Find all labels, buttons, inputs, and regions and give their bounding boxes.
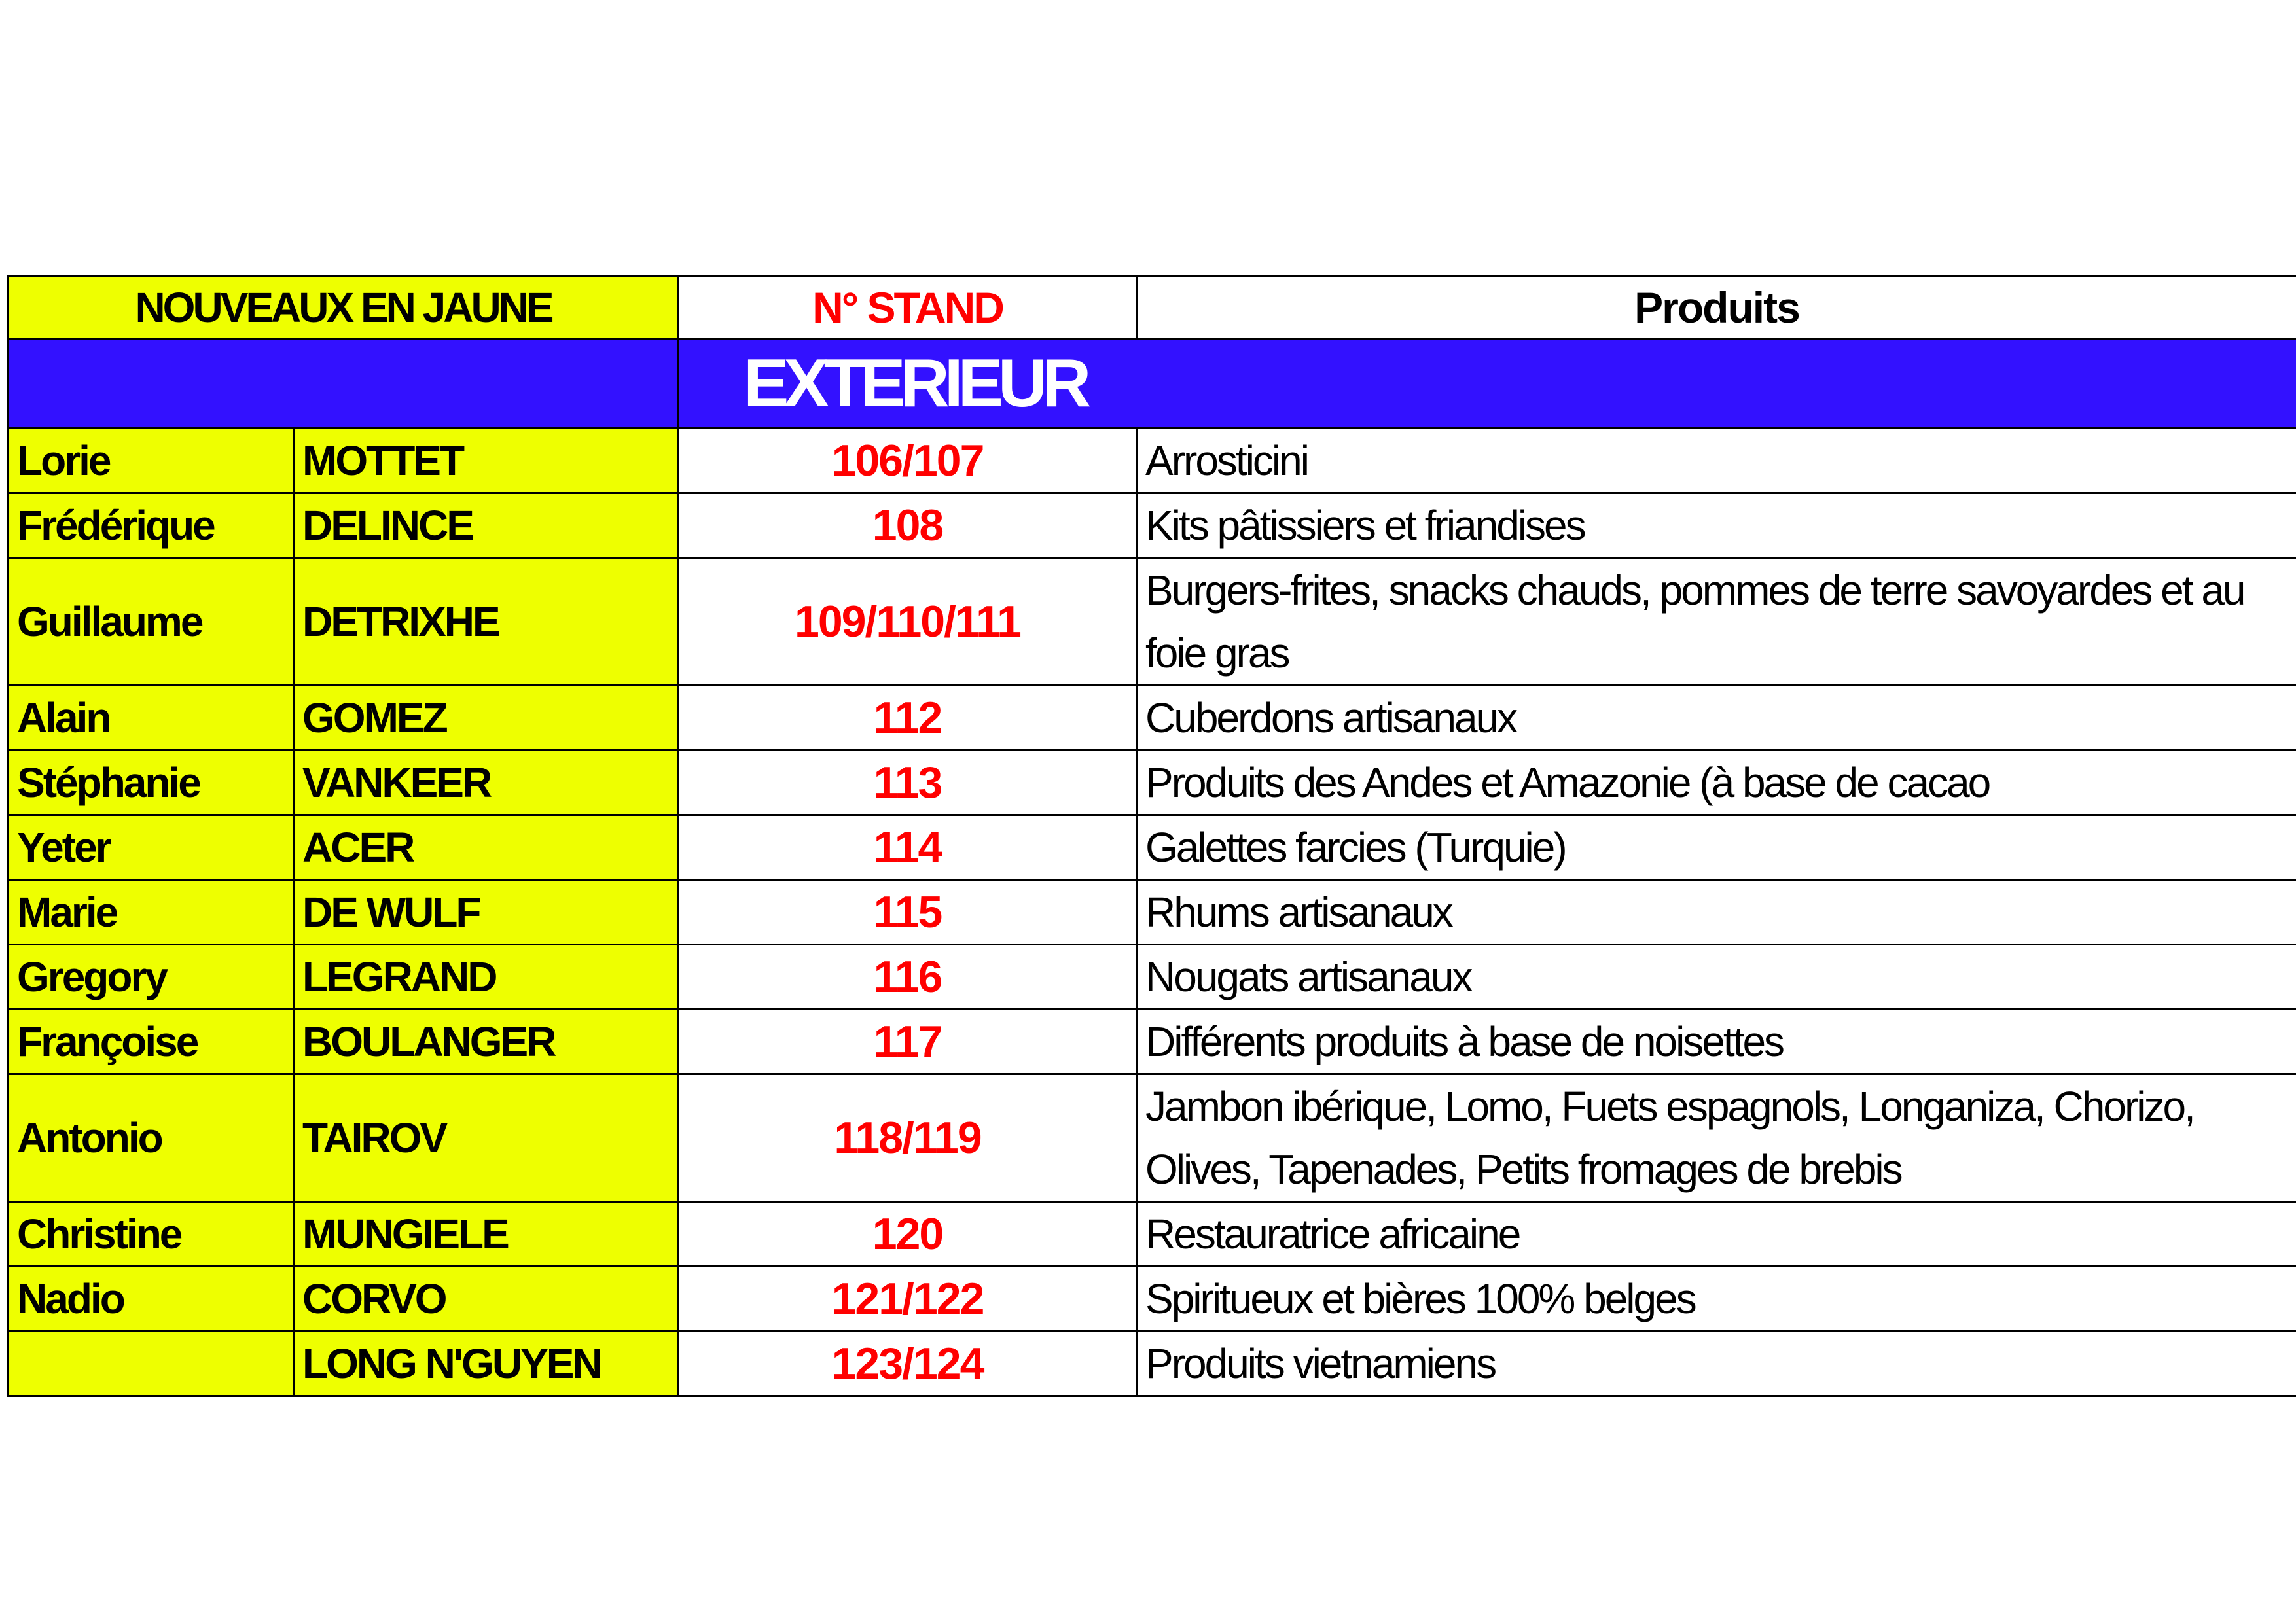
last-name-cell: DETRIXHE — [294, 558, 679, 686]
products-cell: Restauratrice africaine — [1137, 1202, 2296, 1267]
table-row — [9, 880, 2296, 945]
table-row — [9, 429, 2296, 493]
header-products: Produits — [1137, 277, 2296, 339]
products-cell: Produits vietnamiens — [1137, 1332, 2296, 1396]
first-name-cell: Yeter — [9, 815, 294, 880]
first-name-cell: Guillaume — [9, 558, 294, 686]
stand-number-cell: 113 — [679, 750, 1137, 815]
stand-number-cell: 118/119 — [679, 1074, 1137, 1202]
first-name-cell: Christine — [9, 1202, 294, 1267]
last-name-cell: VANKEER — [294, 750, 679, 815]
products-cell: Spiritueux et bières 100% belges — [1137, 1267, 2296, 1332]
exhibitor-rows — [9, 429, 2296, 1396]
table-row — [9, 686, 2296, 750]
stand-number-cell: 121/122 — [679, 1267, 1137, 1332]
table-row — [9, 945, 2296, 1010]
section-row — [9, 339, 2296, 429]
first-name-cell: Frédérique — [9, 493, 294, 558]
products-cell: Arrosticini — [1137, 429, 2296, 493]
products-cell: Nougats artisanaux — [1137, 945, 2296, 1010]
first-name-cell: Gregory — [9, 945, 294, 1010]
header-legend: NOUVEAUX EN JAUNE — [9, 277, 679, 339]
last-name-cell: MOTTET — [294, 429, 679, 493]
first-name-cell: Françoise — [9, 1010, 294, 1074]
stand-number-cell: 109/110/111 — [679, 558, 1137, 686]
stand-number-cell: 117 — [679, 1010, 1137, 1074]
first-name-cell: Alain — [9, 686, 294, 750]
products-cell: Différents produits à base de noisettes — [1137, 1010, 2296, 1074]
table-row — [9, 1074, 2296, 1202]
first-name-cell: Lorie — [9, 429, 294, 493]
first-name-cell: Stéphanie — [9, 750, 294, 815]
products-cell: Cuberdons artisanaux — [1137, 686, 2296, 750]
table-row — [9, 1202, 2296, 1267]
stand-number-cell: 108 — [679, 493, 1137, 558]
stand-number-cell: 106/107 — [679, 429, 1137, 493]
table-row — [9, 1267, 2296, 1332]
table-row — [9, 815, 2296, 880]
products-cell: Kits pâtissiers et friandises — [1137, 493, 2296, 558]
stand-number-cell: 114 — [679, 815, 1137, 880]
table-row — [9, 558, 2296, 686]
last-name-cell: MUNGIELE — [294, 1202, 679, 1267]
header-row — [9, 277, 2296, 339]
last-name-cell: LEGRAND — [294, 945, 679, 1010]
first-name-cell: Marie — [9, 880, 294, 945]
last-name-cell: GOMEZ — [294, 686, 679, 750]
stand-number-cell: 120 — [679, 1202, 1137, 1267]
last-name-cell: TAIROV — [294, 1074, 679, 1202]
stand-number-cell: 112 — [679, 686, 1137, 750]
products-cell: Produits des Andes et Amazonie (à base de cacao — [1137, 750, 2296, 815]
products-cell: Galettes farcies (Turquie) — [1137, 815, 2296, 880]
first-name-cell: Antonio — [9, 1074, 294, 1202]
first-name-cell: Nadio — [9, 1267, 294, 1332]
section-band-left — [9, 339, 679, 429]
first-name-cell — [9, 1332, 294, 1396]
exhibitor-table — [7, 275, 2296, 1397]
section-title: EXTERIEUR — [679, 339, 2296, 429]
last-name-cell: ACER — [294, 815, 679, 880]
stand-number-cell: 116 — [679, 945, 1137, 1010]
table-row — [9, 750, 2296, 815]
header-stand: N° STAND — [679, 277, 1137, 339]
table-row — [9, 493, 2296, 558]
last-name-cell: LONG N'GUYEN — [294, 1332, 679, 1396]
table-row — [9, 1332, 2296, 1396]
last-name-cell: BOULANGER — [294, 1010, 679, 1074]
stand-number-cell: 123/124 — [679, 1332, 1137, 1396]
products-cell: Jambon ibérique, Lomo, Fuets espagnols, Longaniza, Chorizo, Olives, Tapenades, Petits fromages de brebis — [1137, 1074, 2296, 1202]
last-name-cell: DELINCE — [294, 493, 679, 558]
products-cell: Burgers-frites, snacks chauds, pommes de terre savoyardes et au foie gras — [1137, 558, 2296, 686]
last-name-cell: CORVO — [294, 1267, 679, 1332]
products-cell: Rhums artisanaux — [1137, 880, 2296, 945]
last-name-cell: DE WULF — [294, 880, 679, 945]
stand-number-cell: 115 — [679, 880, 1137, 945]
table-row — [9, 1010, 2296, 1074]
